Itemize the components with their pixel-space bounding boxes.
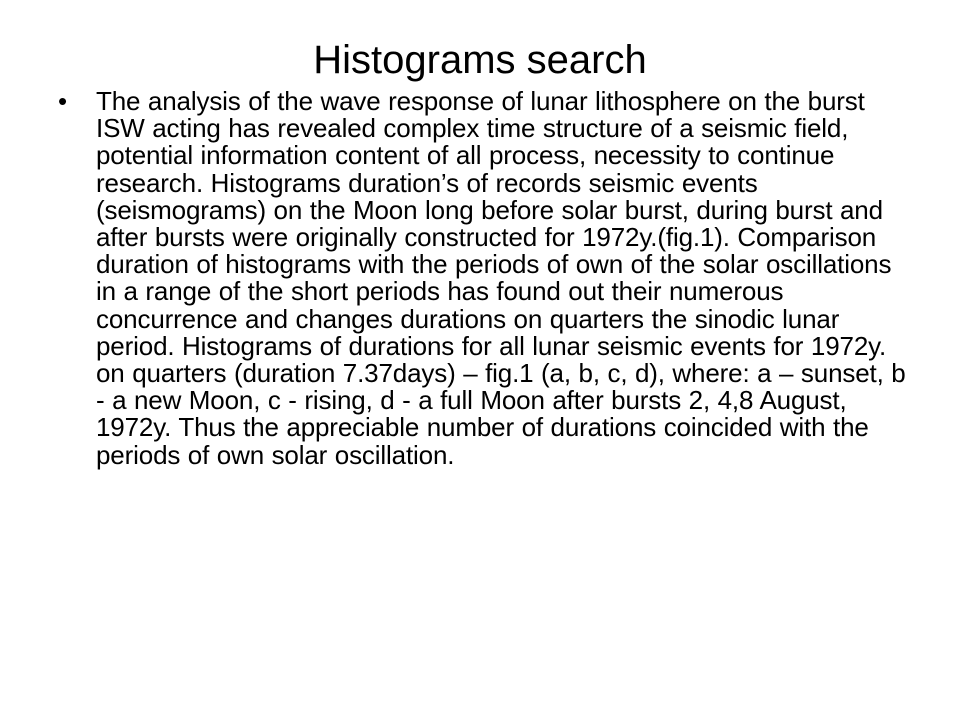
slide-title: Histograms search bbox=[313, 38, 647, 82]
bullet-item bbox=[58, 88, 918, 469]
bullet-list bbox=[58, 88, 918, 469]
bullet-marker: • bbox=[58, 86, 67, 116]
bullet-text: The analysis of the wave response of lunar lithosphere on the burst ISW acting has revealed complex time structure of a seismic field, potential information content of all process, necessity to continue research. Histograms duration’s of records seismic events (seismograms) on the Moon long before solar burst, during burst and after bursts were originally constructed for 1972y.(fig.1). Comparison duration of histograms with the periods of own of the solar oscillations in a range of the short periods has found out their numerous concurrence and changes durations on quarters the sinodic lunar period. Histograms of durations for all lunar seismic events for 1972y. on quarters (duration 7.37days) – fig.1 (a, b, c, d), where: a – sunset, b - a new Moon, c - rising, d - a full Moon after bursts 2, 4,8 August, 1972y. Thus the appreciable number of durations coincided with the periods of own solar oscillation. bbox=[96, 86, 906, 470]
slide-content bbox=[58, 88, 918, 469]
